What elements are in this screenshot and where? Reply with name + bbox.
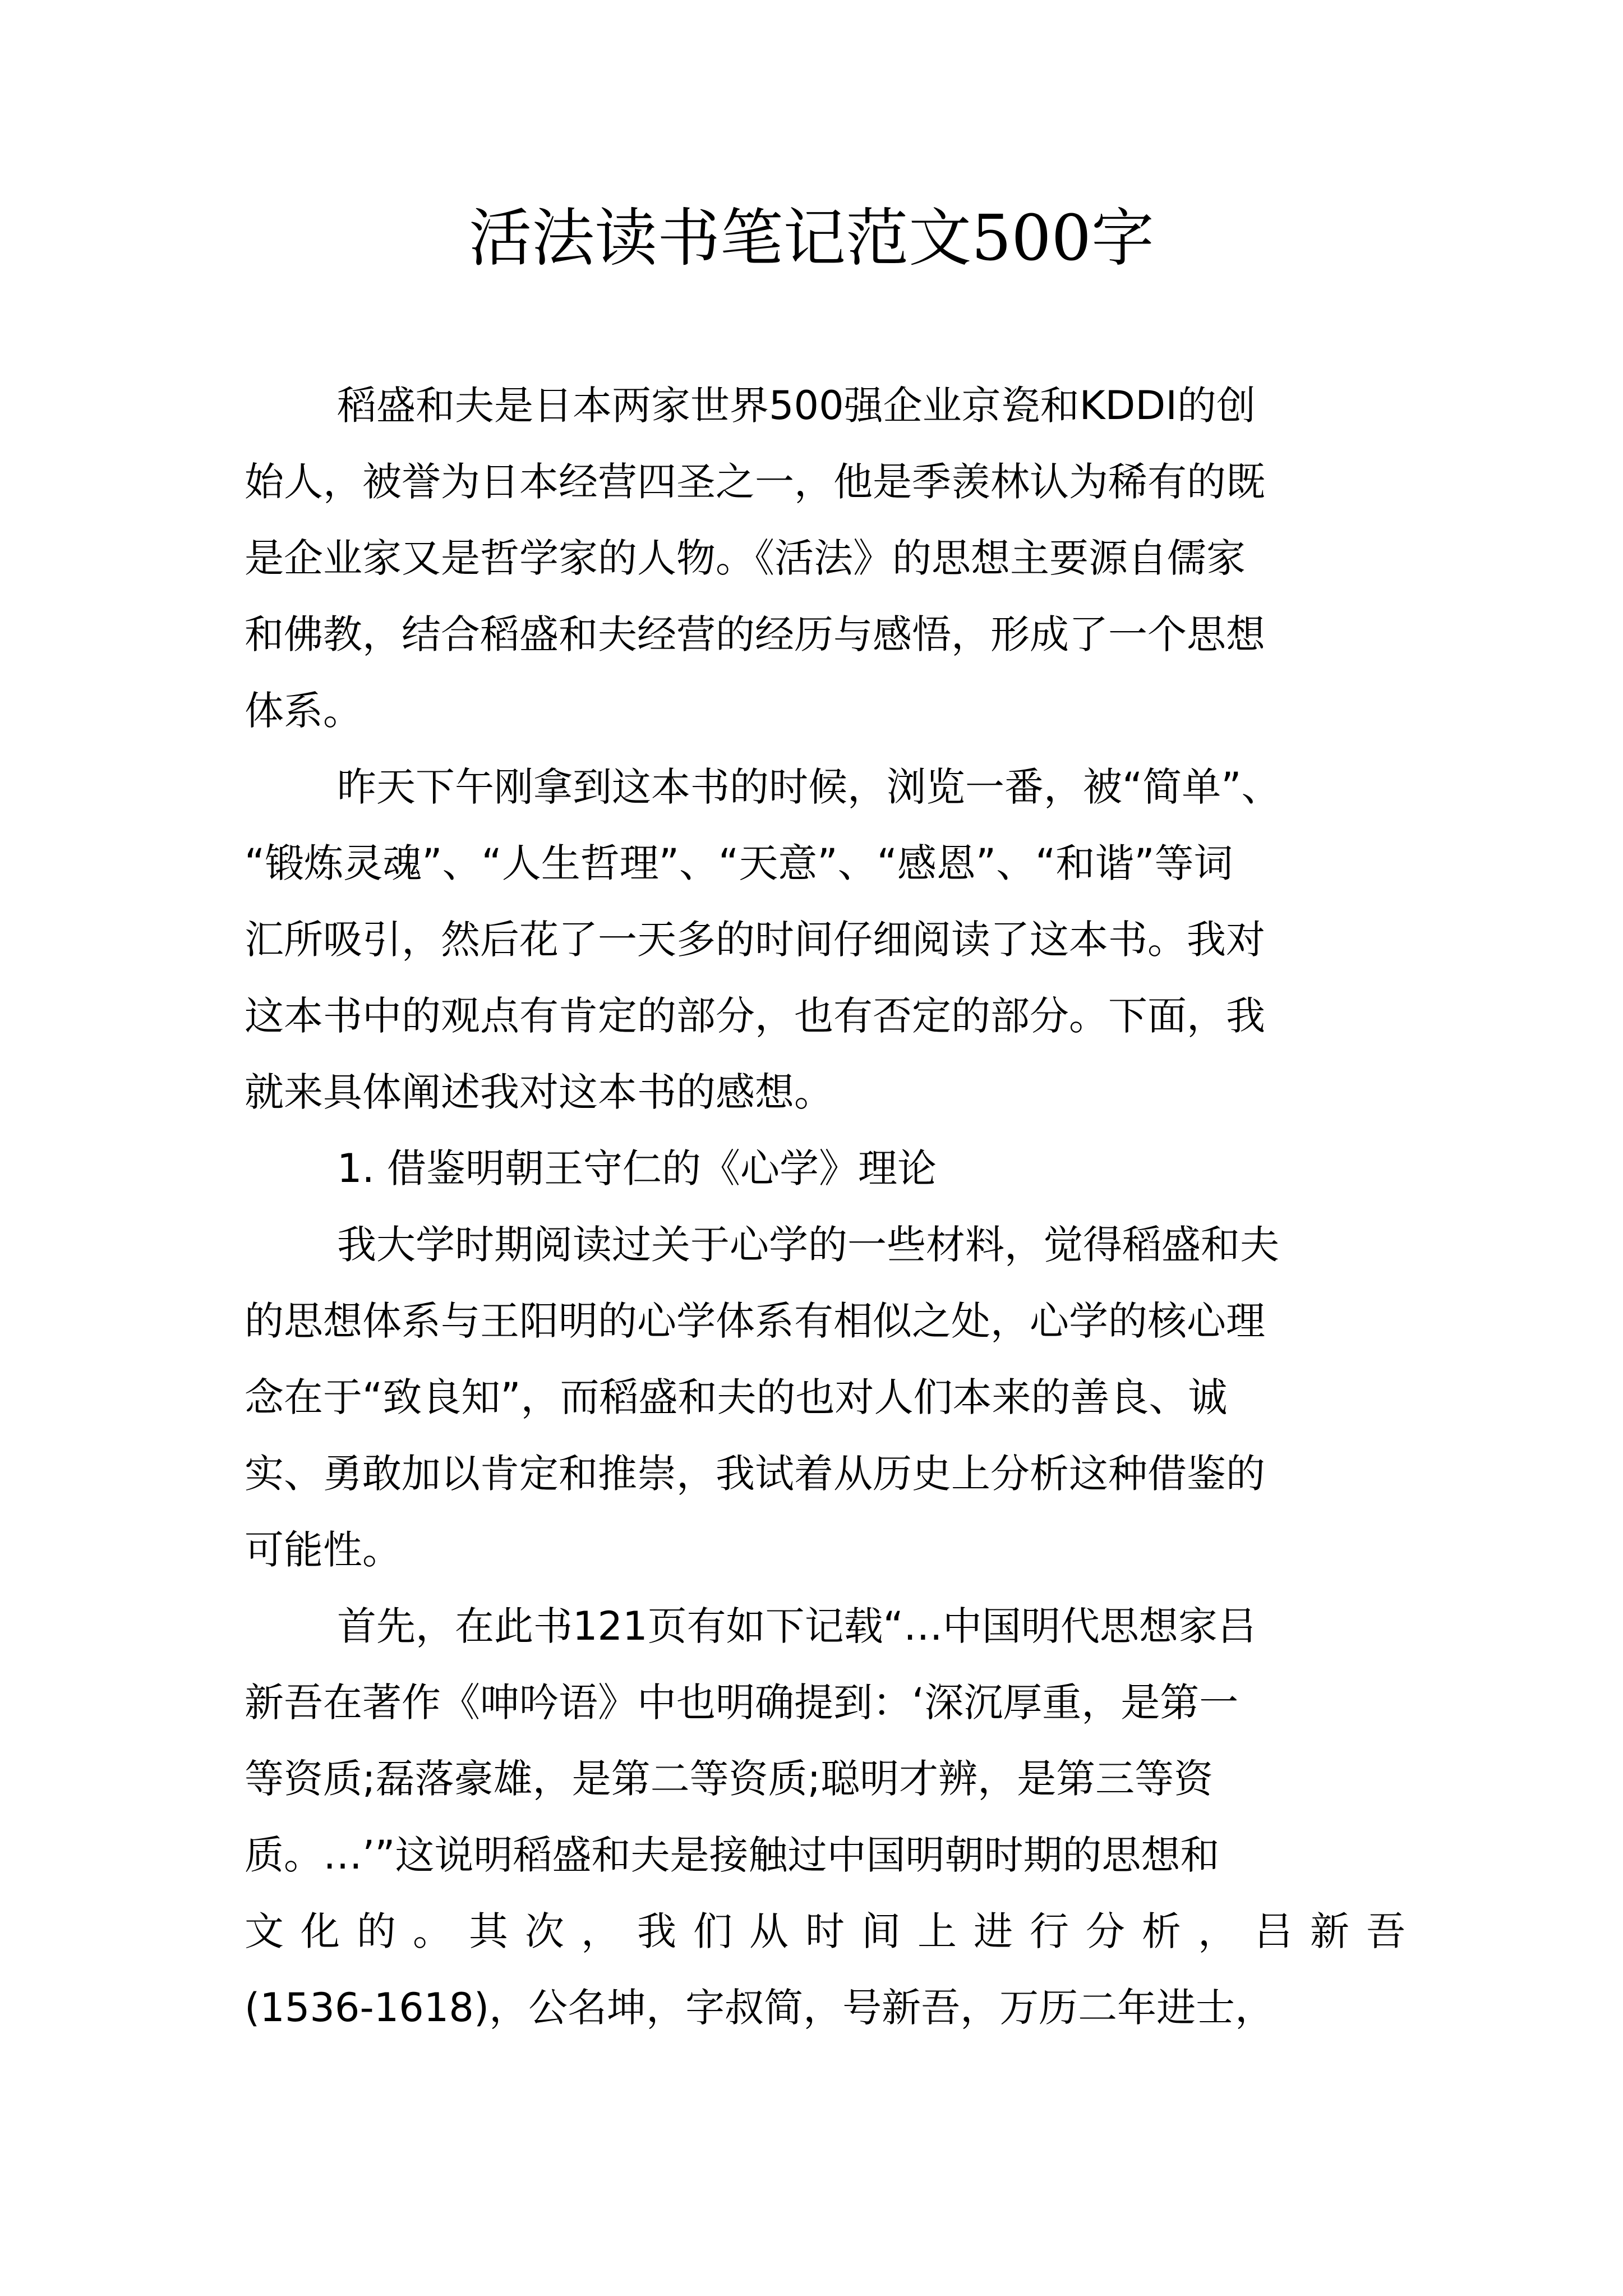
text-line: “锻炼灵魂”、“人生哲理”、“天意”、“感恩”、“和谐”等词 — [245, 840, 1233, 886]
text-line: 是企业家又是哲学家的人物。《活法》的思想主要源自儒家 — [245, 535, 1246, 581]
text-line: 始人，被誉为日本经营四圣之一，他是季羡林认为稀有的既 — [245, 459, 1265, 505]
text-line: 这本书中的观点有肯定的部分，也有否定的部分。下面，我 — [245, 993, 1265, 1039]
document-body — [245, 367, 1405, 2046]
section-heading: 1. 借鉴明朝王守仁的《心学》理论 — [337, 1145, 937, 1191]
text-line: 和佛教，结合稻盛和夫经营的经历与感悟，形成了一个思想 — [245, 611, 1265, 657]
text-line: 质。…’”这说明稻盛和夫是接触过中国明朝时期的思想和 — [245, 1832, 1220, 1878]
text-line: 我大学时期阅读过关于心学的一些材料，觉得稻盛和夫 — [337, 1222, 1279, 1268]
text-line: 文化的。其次，我们从时间上进行分析，吕新吾 — [245, 1908, 1405, 1954]
text-line: 可能性。 — [245, 1527, 402, 1573]
text-line: 等资质;磊落豪雄，是第二等资质;聪明才辨，是第三等资 — [245, 1756, 1214, 1802]
text-line: 就来具体阐述我对这本书的感想。 — [245, 1069, 833, 1115]
text-line: 昨天下午刚拿到这本书的时候，浏览一番，被“简单”、 — [337, 764, 1281, 810]
text-line: 首先，在此书121页有如下记载“…中国明代思想家吕 — [337, 1603, 1257, 1649]
text-line: 实、勇敢加以肯定和推崇，我试着从历史上分析这种借鉴的 — [245, 1451, 1265, 1497]
text-line: 的思想体系与王阳明的心学体系有相似之处，心学的核心理 — [245, 1298, 1265, 1344]
text-line: 新吾在著作《呻吟语》中也明确提到：‘深沉厚重，是第一 — [245, 1680, 1239, 1726]
text-line: 体系。 — [245, 688, 362, 734]
text-line: 念在于“致良知”，而稻盛和夫的也对人们本来的善良、诚 — [245, 1374, 1228, 1420]
text-line: 汇所吸引，然后花了一天多的时间仔细阅读了这本书。我对 — [245, 917, 1265, 963]
document-title: 活法读书笔记范文500字 — [469, 202, 1154, 275]
text-line: (1536-1618)，公名坤，字叔简，号新吾，万历二年进士， — [245, 1985, 1275, 2031]
text-line: 稻盛和夫是日本两家世界500强企业京瓷和KDDI的创 — [337, 383, 1256, 429]
